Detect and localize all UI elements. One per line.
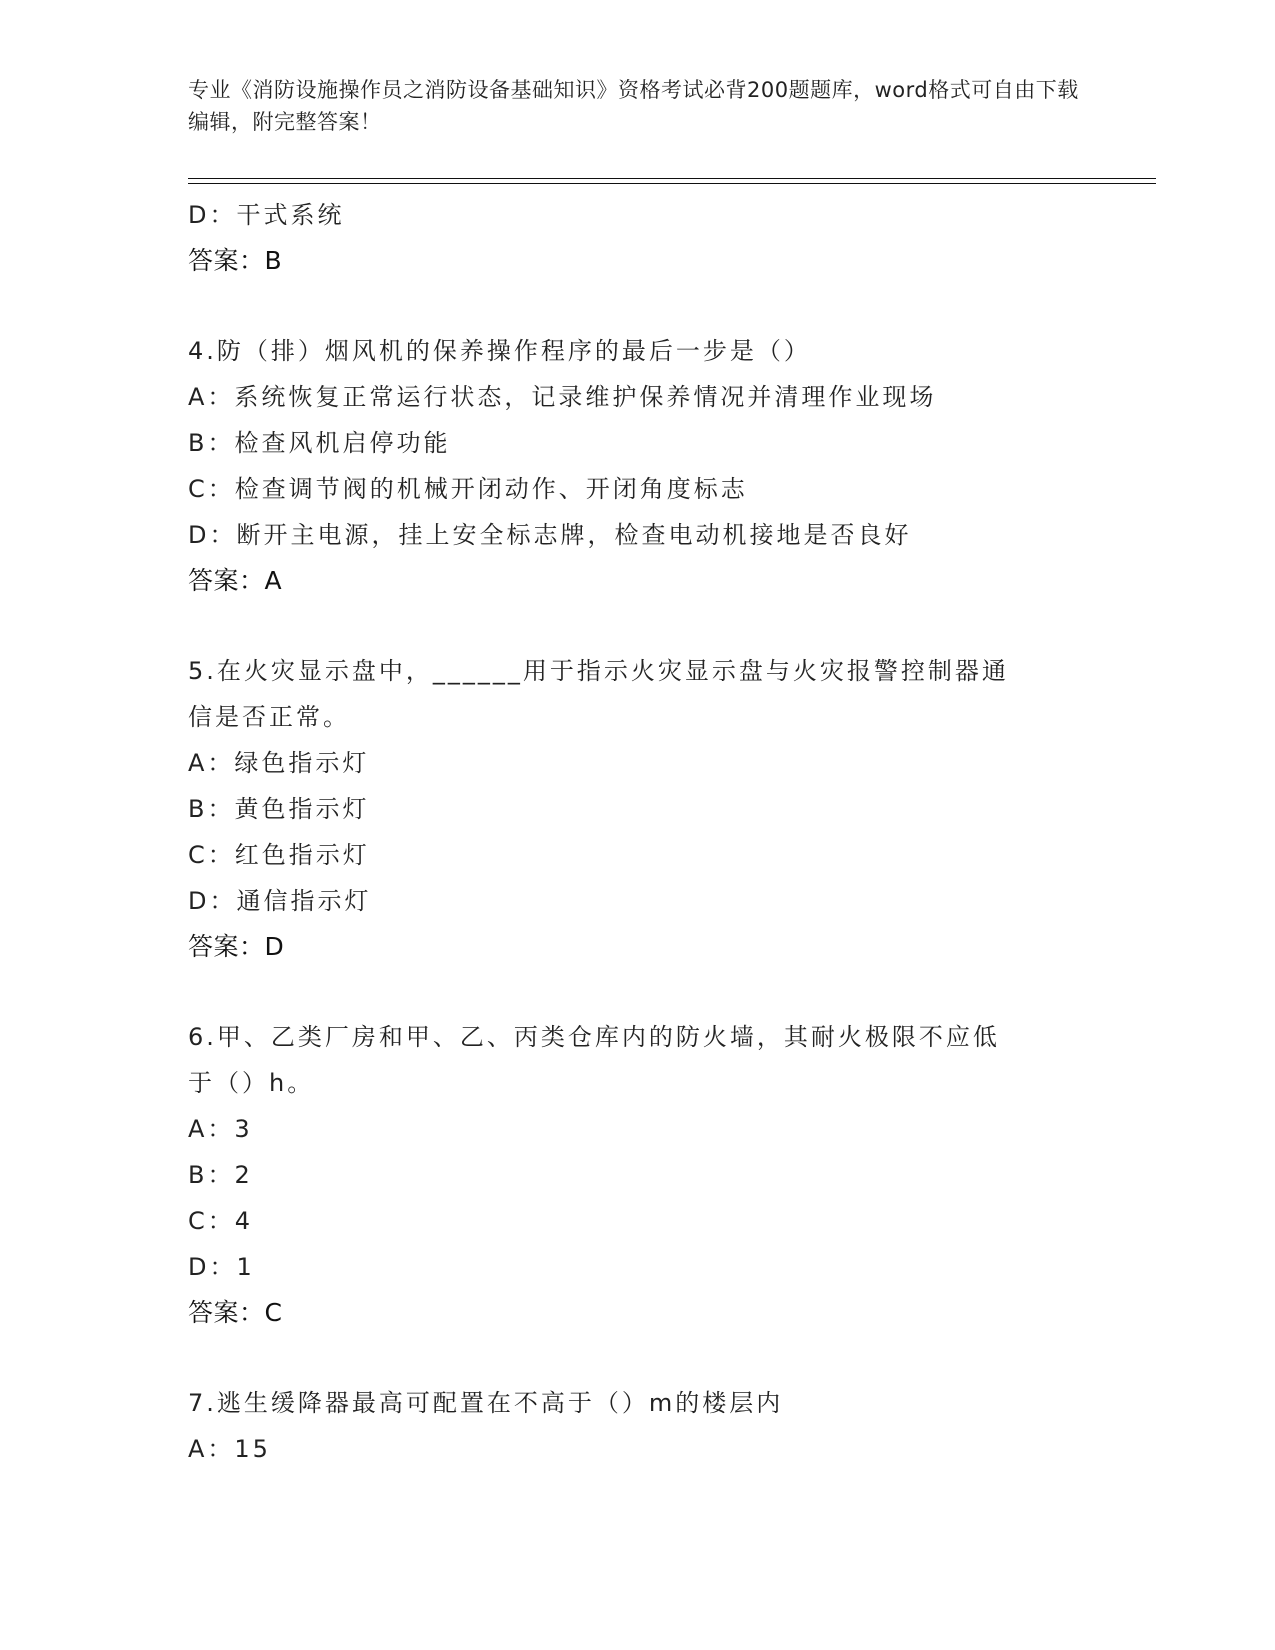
answer-line: 答案：A xyxy=(188,566,283,595)
question-stem-line-2: 信是否正常。 xyxy=(188,703,350,731)
question-6 xyxy=(188,1014,1088,1336)
answer-line: 答案：D xyxy=(188,932,285,961)
question-3-tail xyxy=(188,192,1088,284)
option-d: D：干式系统 xyxy=(188,201,345,229)
answer-line: 答案：C xyxy=(188,1298,283,1327)
question-stem: 7.逃生缓降器最高可配置在不高于（）m的楼层内 xyxy=(188,1389,784,1417)
option-d: D：1 xyxy=(188,1253,255,1281)
header-divider-top xyxy=(188,178,1156,179)
option-c: C：红色指示灯 xyxy=(188,841,370,869)
option-a: A：系统恢复正常运行状态，记录维护保养情况并清理作业现场 xyxy=(188,383,937,411)
option-d: D：断开主电源，挂上安全标志牌，检查电动机接地是否良好 xyxy=(188,521,912,549)
question-7 xyxy=(188,1380,1088,1472)
option-a: A：15 xyxy=(188,1435,271,1463)
option-c: C：检查调节阀的机械开闭动作、开闭角度标志 xyxy=(188,475,748,503)
option-a: A：绿色指示灯 xyxy=(188,749,370,777)
question-stem: 4.防（排）烟风机的保养操作程序的最后一步是（） xyxy=(188,337,811,365)
question-stem-line-1: 6.甲、乙类厂房和甲、乙、丙类仓库内的防火墙，其耐火极限不应低 xyxy=(188,1023,1000,1051)
option-a: A：3 xyxy=(188,1115,253,1143)
document-header-title: 专业《消防设施操作员之消防设备基础知识》资格考试必背200题题库，word格式可自由下载编辑，附完整答案！ xyxy=(188,78,1079,134)
option-b: B：黄色指示灯 xyxy=(188,795,370,823)
header-divider-bottom xyxy=(188,183,1156,184)
answer-line: 答案：B xyxy=(188,246,283,275)
option-b: B：2 xyxy=(188,1161,253,1189)
option-d: D：通信指示灯 xyxy=(188,887,372,915)
option-c: C：4 xyxy=(188,1207,254,1235)
question-list xyxy=(188,192,1088,1472)
option-b: B：检查风机启停功能 xyxy=(188,429,451,457)
question-4 xyxy=(188,328,1088,604)
question-stem-line-1: 5.在火灾显示盘中，______用于指示火灾显示盘与火灾报警控制器通 xyxy=(188,657,1009,685)
question-stem-line-2: 于（）h。 xyxy=(188,1069,315,1097)
question-5 xyxy=(188,648,1088,970)
